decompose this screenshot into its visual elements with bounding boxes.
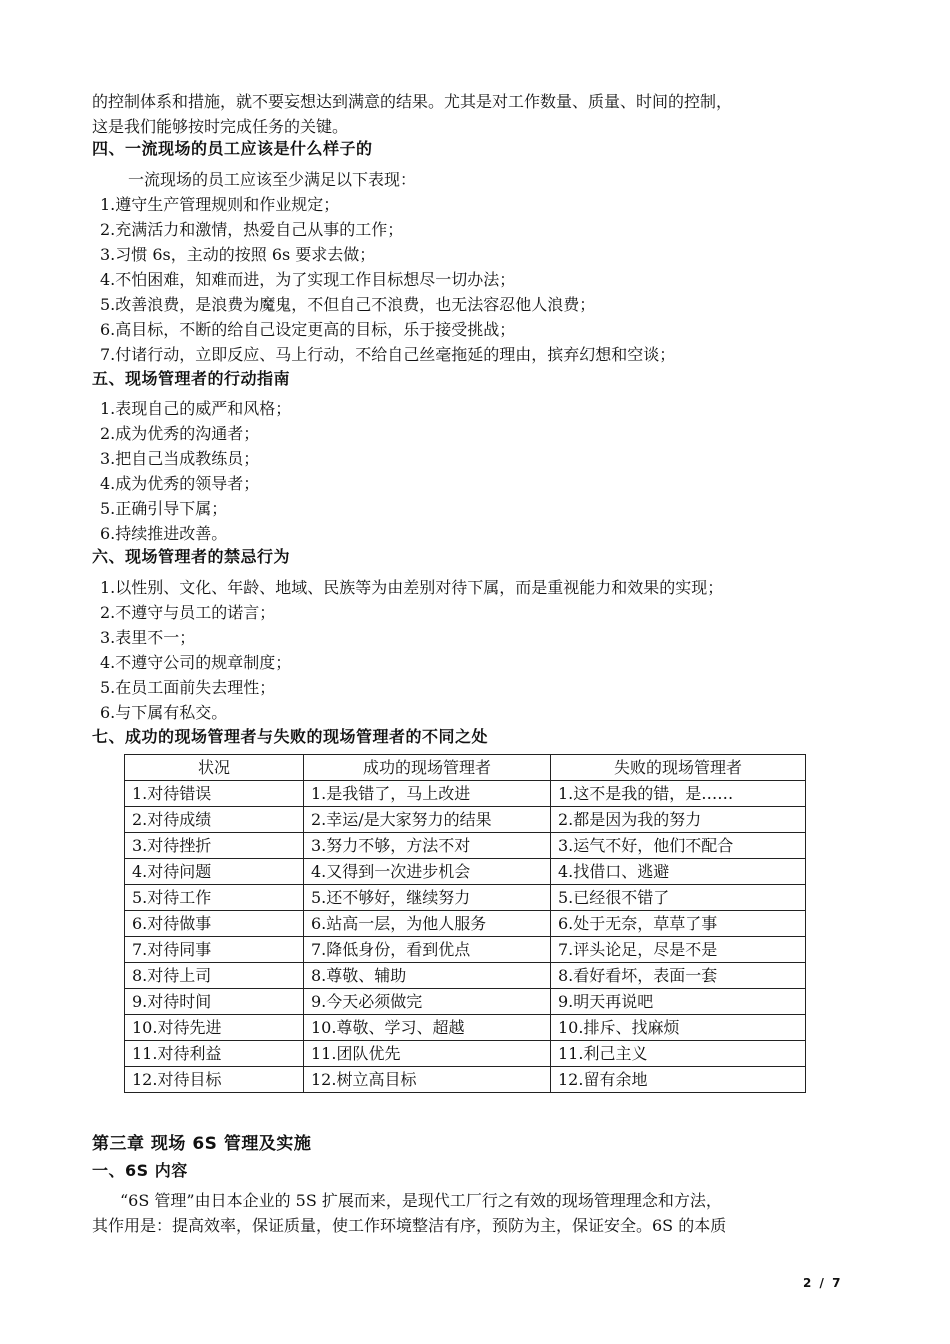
table-cell: 8.对待上司: [125, 963, 304, 989]
table-row: [125, 911, 806, 937]
table-row: [125, 859, 806, 885]
table-row: [125, 937, 806, 963]
section4-item: 4.不怕困难，知难而进，为了实现工作目标想尽一切办法；: [100, 270, 516, 289]
table-cell: 6.站高一层，为他人服务: [304, 911, 551, 937]
section6-item: 6.与下属有私交。: [100, 703, 228, 722]
table-cell: 1.是我错了，马上改进: [304, 781, 551, 807]
section5-item: 6.持续推进改善。: [100, 524, 228, 543]
table-cell: 1.对待错误: [125, 781, 304, 807]
table-cell: 4.找借口、逃避: [551, 859, 806, 885]
table-row: [125, 807, 806, 833]
table-header-cell: 失败的现场管理者: [551, 755, 806, 781]
table-cell: 12.树立高目标: [304, 1067, 551, 1093]
section5-item: 1.表现自己的威严和风格；: [100, 399, 292, 418]
section6-item: 1.以性别、文化、年龄、地域、民族等为由差别对待下属，而是重视能力和效果的实现；: [100, 578, 724, 597]
table-header-cell: 成功的现场管理者: [304, 755, 551, 781]
table-cell: 8.看好看坏，表面一套: [551, 963, 806, 989]
table-cell: 2.都是因为我的努力: [551, 807, 806, 833]
table-cell: 2.幸运/是大家努力的结果: [304, 807, 551, 833]
table-row: [125, 989, 806, 1015]
table-cell: 4.对待问题: [125, 859, 304, 885]
chapter3-body-line-2: 其作用是：提高效率，保证质量，使工作环境整洁有序，预防为主，保证安全。6S 的本质: [92, 1216, 727, 1235]
table-cell: 8.尊敬、辅助: [304, 963, 551, 989]
section6-item: 3.表里不一；: [100, 628, 196, 647]
table-cell: 4.又得到一次进步机会: [304, 859, 551, 885]
page-number: 2 / 7: [803, 1276, 843, 1290]
table-row: [125, 781, 806, 807]
table-cell: 5.已经很不错了: [551, 885, 806, 911]
table-row: [125, 963, 806, 989]
table-cell: 10.排斥、找麻烦: [551, 1015, 806, 1041]
table-cell: 12.对待目标: [125, 1067, 304, 1093]
table-header-row: [125, 755, 806, 781]
section4-lead: 一流现场的员工应该至少满足以下表现：: [128, 170, 417, 189]
section5-item: 3.把自己当成教练员；: [100, 449, 260, 468]
section6-item: 5.在员工面前失去理性；: [100, 678, 276, 697]
table-row: [125, 1015, 806, 1041]
table-cell: 9.对待时间: [125, 989, 304, 1015]
table-cell: 10.对待先进: [125, 1015, 304, 1041]
section6-heading: 六、现场管理者的禁忌行为: [92, 547, 291, 566]
section6-item: 2.不遵守与员工的诺言；: [100, 603, 276, 622]
table-cell: 7.降低身份，看到优点: [304, 937, 551, 963]
section4-item: 5.改善浪费，是浪费为魔鬼，不但自己不浪费，也无法容忍他人浪费；: [100, 295, 596, 314]
section4-item: 2.充满活力和激情，热爱自己从事的工作；: [100, 220, 404, 239]
table-cell: 11.对待利益: [125, 1041, 304, 1067]
table-cell: 7.对待同事: [125, 937, 304, 963]
section4-item: 1.遵守生产管理规则和作业规定；: [100, 195, 340, 214]
comparison-table: [124, 754, 806, 1093]
table-cell: 3.对待挫折: [125, 833, 304, 859]
table-row: [125, 1067, 806, 1093]
table-cell: 7.评头论足，尽是不是: [551, 937, 806, 963]
chapter3-subheading: 一、6S 内容: [92, 1161, 188, 1180]
section4-heading: 四、一流现场的员工应该是什么样子的: [92, 139, 373, 158]
section4-item: 3.习惯 6s，主动的按照 6s 要求去做；: [100, 245, 376, 264]
chapter3-body-line-1: “6S 管理”由日本企业的 5S 扩展而来，是现代工厂行之有效的现场管理理念和方法，: [120, 1191, 722, 1210]
table-cell: 11.利己主义: [551, 1041, 806, 1067]
section5-item: 4.成为优秀的领导者；: [100, 474, 260, 493]
table-cell: 3.运气不好，他们不配合: [551, 833, 806, 859]
table-cell: 9.今天必须做完: [304, 989, 551, 1015]
table-cell: 5.还不够好，继续努力: [304, 885, 551, 911]
section4-item: 6.高目标，不断的给自己设定更高的目标，乐于接受挑战；: [100, 320, 516, 339]
intro-line-1: 的控制体系和措施，就不要妄想达到满意的结果。尤其是对工作数量、质量、时间的控制，: [92, 92, 733, 111]
table-header-cell: 状况: [125, 755, 304, 781]
section4-item: 7.付诸行动，立即反应、马上行动，不给自己丝毫拖延的理由，摈弃幻想和空谈；: [100, 345, 676, 364]
table-cell: 1.这不是我的错，是……: [551, 781, 806, 807]
table-cell: 9.明天再说吧: [551, 989, 806, 1015]
section6-item: 4.不遵守公司的规章制度；: [100, 653, 292, 672]
table-cell: 3.努力不够，方法不对: [304, 833, 551, 859]
intro-line-2: 这是我们能够按时完成任务的关键。: [92, 117, 349, 136]
table-cell: 6.处于无奈，草草了事: [551, 911, 806, 937]
section7-heading: 七、成功的现场管理者与失败的现场管理者的不同之处: [92, 727, 489, 746]
section5-item: 2.成为优秀的沟通者；: [100, 424, 260, 443]
section5-heading: 五、现场管理者的行动指南: [92, 369, 291, 388]
section5-item: 5.正确引导下属；: [100, 499, 228, 518]
table-row: [125, 833, 806, 859]
table-cell: 5.对待工作: [125, 885, 304, 911]
table-row: [125, 885, 806, 911]
table-cell: 11.团队优先: [304, 1041, 551, 1067]
table-cell: 6.对待做事: [125, 911, 304, 937]
table-cell: 10.尊敬、学习、超越: [304, 1015, 551, 1041]
chapter3-title: 第三章 现场 6S 管理及实施: [92, 1134, 312, 1154]
table-cell: 2.对待成绩: [125, 807, 304, 833]
table-row: [125, 1041, 806, 1067]
table-cell: 12.留有余地: [551, 1067, 806, 1093]
